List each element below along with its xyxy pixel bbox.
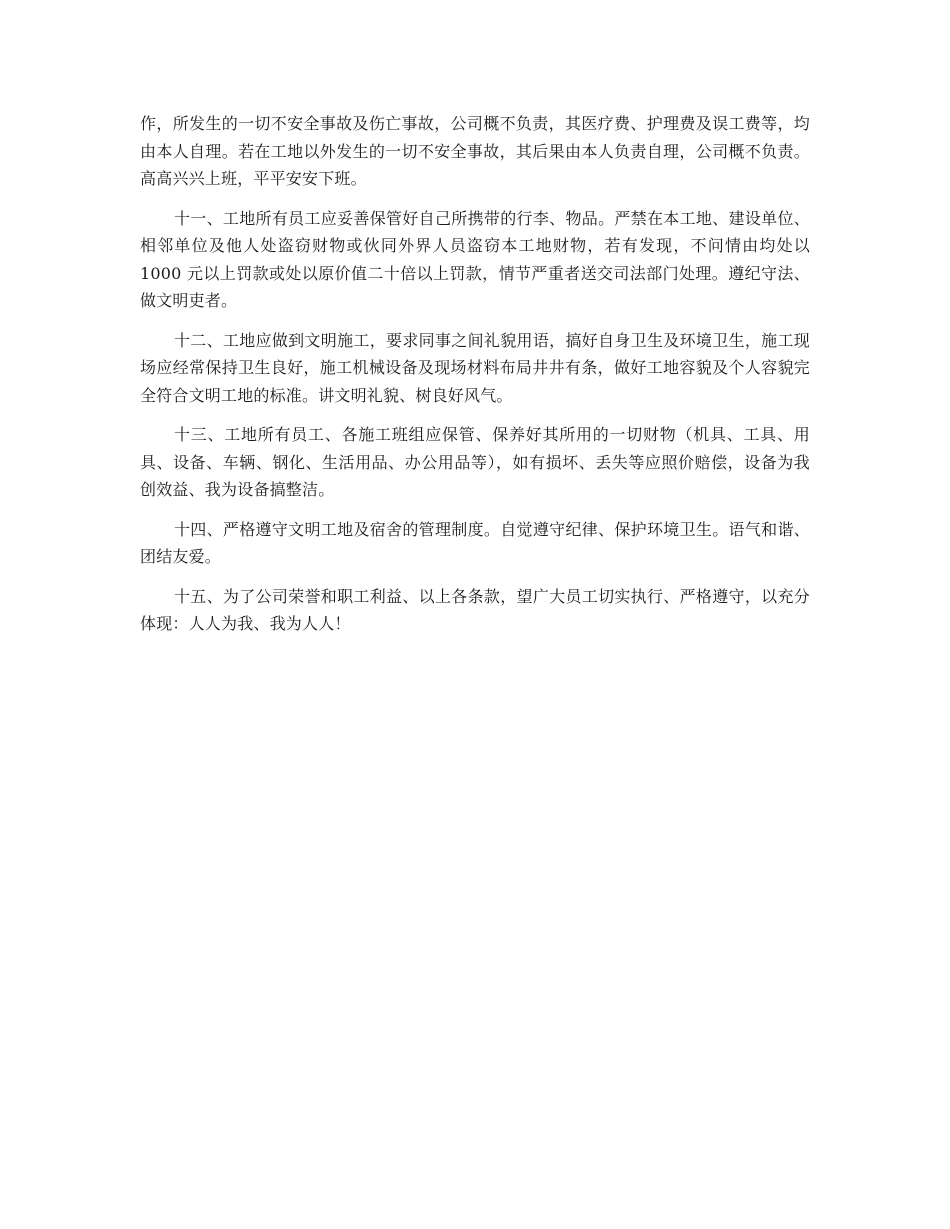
paragraph-continued: 作，所发生的一切不安全事故及伤亡事故，公司概不负责，其医疗费、护理费及误工费等，均由本人自理。若在工地以外发生的一切不安全事故，其后果由本人负责自理，公司概不负责。高高兴兴上班，平平安安下班。: [140, 114, 810, 188]
paragraph-item-13: 十三、工地所有员工、各施工班组应保管、保养好其所用的一切财物（机具、工具、用具、设备、车辆、钢化、生活用品、办公用品等），如有损坏、丢失等应照价赔偿，设备为我创效益、我为设备搞整洁。: [140, 425, 810, 499]
document-body: [140, 110, 810, 650]
paragraph-item-11: 十一、工地所有员工应妥善保管好自己所携带的行李、物品。严禁在本工地、建设单位、相邻单位及他人处盗窃财物或伙同外界人员盗窃本工地财物，若有发现，不问情由均处以 1000 元以上罚款或处以原价值二十倍以上罚款，情节严重者送交司法部门处理。遵纪守法、做文明吏者。: [140, 208, 810, 310]
paragraph-item-14: 十四、严格遵守文明工地及宿舍的管理制度。自觉遵守纪律、保护环境卫生。语气和谐、团结友爱。: [140, 519, 810, 566]
paragraph-item-12: 十二、工地应做到文明施工，要求同事之间礼貌用语，搞好自身卫生及环境卫生，施工现场应经常保持卫生良好，施工机械设备及现场材料布局井井有条，做好工地容貌及个人容貌完全符合文明工地的标准。讲文明礼貌、树良好风气。: [140, 330, 810, 405]
paragraph-item-15: 十五、为了公司荣誉和职工利益、以上各条款，望广大员工切实执行、严格遵守，以充分体现：人人为我、我为人人！: [140, 586, 810, 633]
